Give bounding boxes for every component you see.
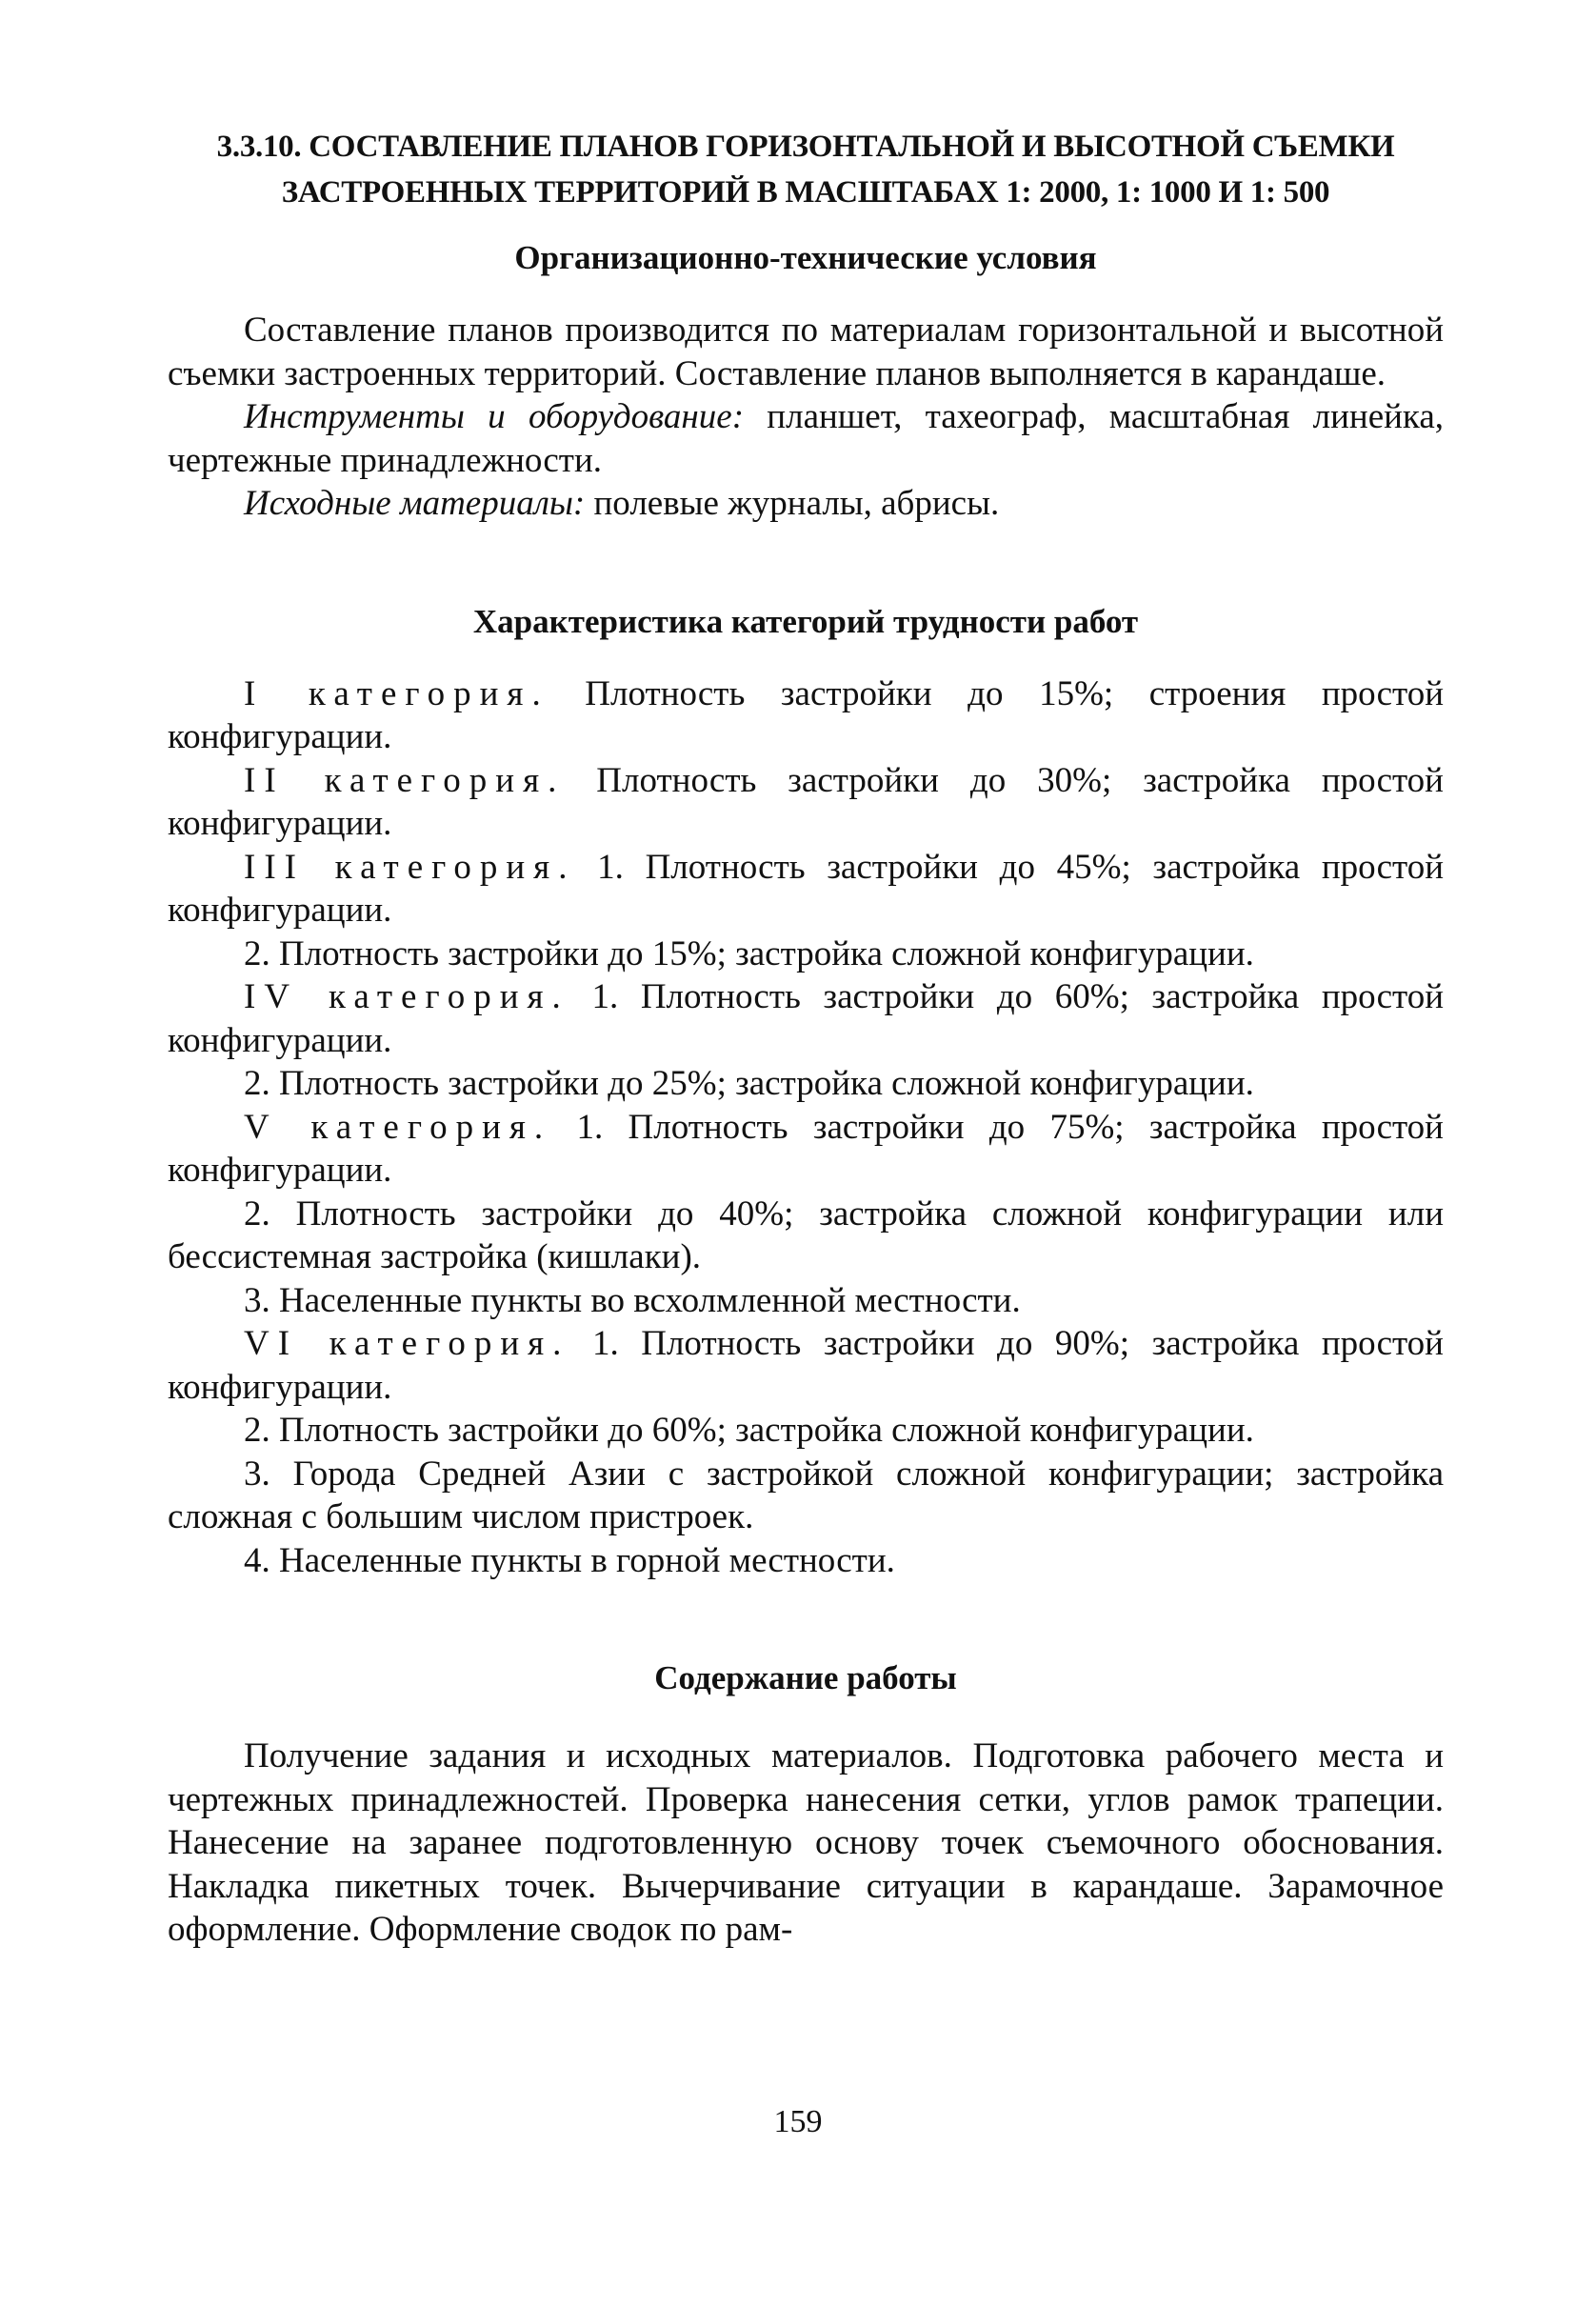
- section-heading-line-1: 3.3.10. СОСТАВЛЕНИЕ ПЛАНОВ ГОРИЗОНТАЛЬНОЙ И ВЫСОТНОЙ СЪЕМКИ: [216, 130, 1395, 164]
- page-number: 159: [773, 2104, 823, 2139]
- paragraph-planning-description: Составление планов производится по материалам горизонтальной и высотной съемки застроенных территорий. Составление планов выполняется в карандаше.: [168, 311, 1444, 393]
- category-6-item-3: 3. Города Средней Азии с застройкой сложной конфигурации; застройка сложная с большим числом пристроек.: [168, 1454, 1444, 1536]
- category-1: [168, 672, 1444, 759]
- category-3: [168, 846, 1444, 933]
- category-6: [168, 1322, 1444, 1409]
- tools-text: планшет, тахеограф, масштабная линейка, чертежные принадлежности.: [168, 397, 1445, 480]
- category-5-label: V категория.: [244, 1107, 552, 1147]
- category-2-text: Плотность застройки до 30%; застройка простой конфигурации.: [168, 760, 1444, 843]
- category-5-item-2: 2. Плотность застройки до 40%; застройка сложной конфигурации или бессистемная застройка (кишлаки).: [168, 1194, 1444, 1276]
- category-4-text: 1. Плотность застройки до 60%; застройка простой конфигурации.: [168, 977, 1444, 1060]
- page-content: [168, 124, 1444, 1952]
- tools-label: Инструменты и оборудование:: [244, 397, 745, 436]
- category-3-text: 1. Плотность застройки до 45%; застройка простой конфигурации.: [168, 847, 1444, 930]
- category-6-item-4: 4. Населенные пункты в горной местности.: [244, 1540, 895, 1580]
- materials-label: Исходные материалы:: [244, 484, 586, 523]
- category-6-item-2: 2. Плотность застройки до 60%; застройка сложной конфигурации.: [244, 1411, 1254, 1450]
- category-1-text: Плотность застройки до 15%; строения простой конфигурации.: [168, 673, 1444, 756]
- materials-text: полевые журналы, абрисы.: [585, 484, 1000, 523]
- paragraph-work-content: Получение задания и исходных материалов. Подготовка рабочего места и чертежных принадлежностей. Проверка нанесения сетки, углов рамок трапеции. Нанесение на заранее подготовленную основу точек съемочного обоснования. Накладка пикетных точек. Вычерчивание ситуации в карандаше. Зарамочное оформление. Оформление сводок по рам-: [168, 1736, 1444, 1949]
- category-6-label: VI категория.: [244, 1324, 570, 1363]
- category-5: [168, 1106, 1444, 1193]
- section-heading-line-2: ЗАСТРОЕННЫХ ТЕРРИТОРИЙ В МАСШТАБАХ 1: 2000, 1: 1000 И 1: 500: [281, 175, 1330, 210]
- category-4-label: IV категория.: [244, 977, 569, 1016]
- paragraph-tools: [168, 395, 1444, 482]
- paragraph-source-materials: [168, 482, 1444, 526]
- subheading-difficulty-categories: Характеристика категорий трудности работ: [472, 602, 1139, 640]
- category-5-item-3: 3. Населенные пункты во всхолмленной местности.: [244, 1280, 1021, 1320]
- subheading-organizational-conditions: Организационно-технические условия: [514, 239, 1097, 276]
- categories-list: [168, 672, 1444, 1583]
- category-4-item-2: 2. Плотность застройки до 25%; застройка сложной конфигурации.: [244, 1064, 1254, 1103]
- category-3-label: III категория.: [244, 847, 576, 887]
- category-2-label: II категория.: [244, 760, 566, 800]
- category-5-text: 1. Плотность застройки до 75%; застройка простой конфигурации.: [168, 1107, 1444, 1190]
- category-1-label: I категория.: [244, 673, 549, 713]
- subheading-work-content: Содержание работы: [654, 1659, 957, 1696]
- category-4: [168, 975, 1444, 1062]
- category-6-text: 1. Плотность застройки до 90%; застройка простой конфигурации.: [168, 1324, 1444, 1407]
- category-2: [168, 759, 1444, 846]
- category-3-item-2: 2. Плотность застройки до 15%; застройка сложной конфигурации.: [244, 933, 1254, 973]
